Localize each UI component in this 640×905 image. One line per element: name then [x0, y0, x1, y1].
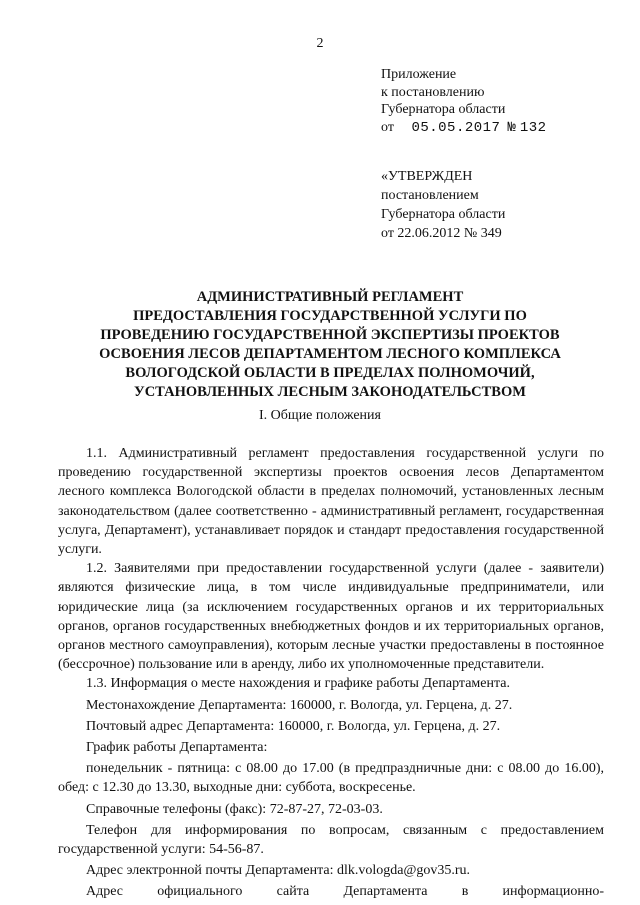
appendix-date-line: [381, 119, 547, 138]
title-line: УСТАНОВЛЕННЫХ ЛЕСНЫМ ЗАКОНОДАТЕЛЬСТВОМ: [134, 384, 526, 400]
appendix-block: [381, 66, 547, 137]
title-line: ПРЕДОСТАВЛЕНИЯ ГОСУДАРСТВЕННОЙ УСЛУГИ ПО: [133, 308, 527, 324]
paragraph: График работы Департамента:: [86, 740, 268, 756]
paragraph: 1.2. Заявителями при предоставлении государственной услуги (далее - заявители) являются физические лица, в том числе индивидуальные предприниматели, или юридические лица (за исключением государственных органов и их территориальных органов, органов государственных внебюджетных фондов и их территориальных органов, органов местного самоуправления), которым лесные участки предоставлены в постоянное (бессрочное) пользование или в аренду, либо их уполномоченные представители.: [58, 561, 604, 673]
page-number: 2: [316, 36, 324, 51]
paragraph: Почтовый адрес Департамента: 160000, г. Вологда, ул. Герцена, д. 27.: [86, 718, 501, 734]
approved-line: от 22.06.2012 № 349: [381, 226, 502, 241]
paragraph: понедельник - пятница: с 08.00 до 17.00 (в предпраздничные дни: с 08.00 до 16.00), обед: с 12.30 до 13.30, выходные дни: суббота, воскресенье.: [58, 761, 604, 796]
title-line: ОСВОЕНИЯ ЛЕСОВ ДЕПАРТАМЕНТОМ ЛЕСНОГО КОМПЛЕКСА: [99, 346, 561, 362]
appendix-line: к постановлению: [381, 84, 485, 100]
paragraph: Адрес официального сайта Департамента в информационно-: [86, 884, 604, 900]
paragraph: 1.3. Информация о месте нахождения и графике работы Департамента.: [86, 676, 510, 692]
paragraph: 1.1. Административный регламент предоставления государственной услуги по проведению государственной экспертизы проектов освоения лесов Департаментом лесного комплекса Вологодской области в пределах полномочий, установленных лесным законодательством (далее соответственно - административный регламент, государственная услуга, Департамент), устанавливает порядок и стандарт предоставления государственной услуги.: [58, 446, 604, 558]
paragraph: Адрес электронной почты Департамента: dlk.vologda@gov35.ru.: [86, 863, 471, 879]
approved-block: [381, 167, 505, 243]
appendix-line: Губернатора области: [381, 102, 506, 117]
appendix-date-stamp: 05.05.2017: [411, 119, 501, 136]
body-text: [58, 444, 604, 902]
appendix-line: Приложение: [381, 67, 457, 82]
title-line: АДМИНИСТРАТИВНЫЙ РЕГЛАМЕНТ: [196, 289, 464, 305]
appendix-number-sign: №: [507, 119, 517, 136]
paragraph: Местонахождение Департамента: 160000, г. Вологда, ул. Герцена, д. 27.: [86, 697, 513, 713]
approved-line: Губернатора области: [381, 207, 506, 222]
approved-line: постановлением: [381, 188, 479, 203]
title-line: ВОЛОГОДСКОЙ ОБЛАСТИ В ПРЕДЕЛАХ ПОЛНОМОЧИЙ,: [125, 365, 535, 381]
appendix-date-prefix: от: [381, 119, 394, 135]
paragraph: Справочные телефоны (факс): 72-87-27, 72-03-03.: [86, 801, 383, 817]
title-line: ПРОВЕДЕНИЮ ГОСУДАРСТВЕННОЙ ЭКСПЕРТИЗЫ ПРОЕКТОВ: [100, 327, 560, 343]
approved-line: «УТВЕРЖДЕН: [381, 169, 473, 184]
appendix-number-stamp: 132: [519, 119, 547, 136]
section-heading: I. Общие положения: [259, 408, 381, 423]
paragraph: Телефон для информирования по вопросам, связанным с предоставлением государственной услуги: 54-56-87.: [58, 822, 604, 858]
document-title: [70, 288, 590, 402]
